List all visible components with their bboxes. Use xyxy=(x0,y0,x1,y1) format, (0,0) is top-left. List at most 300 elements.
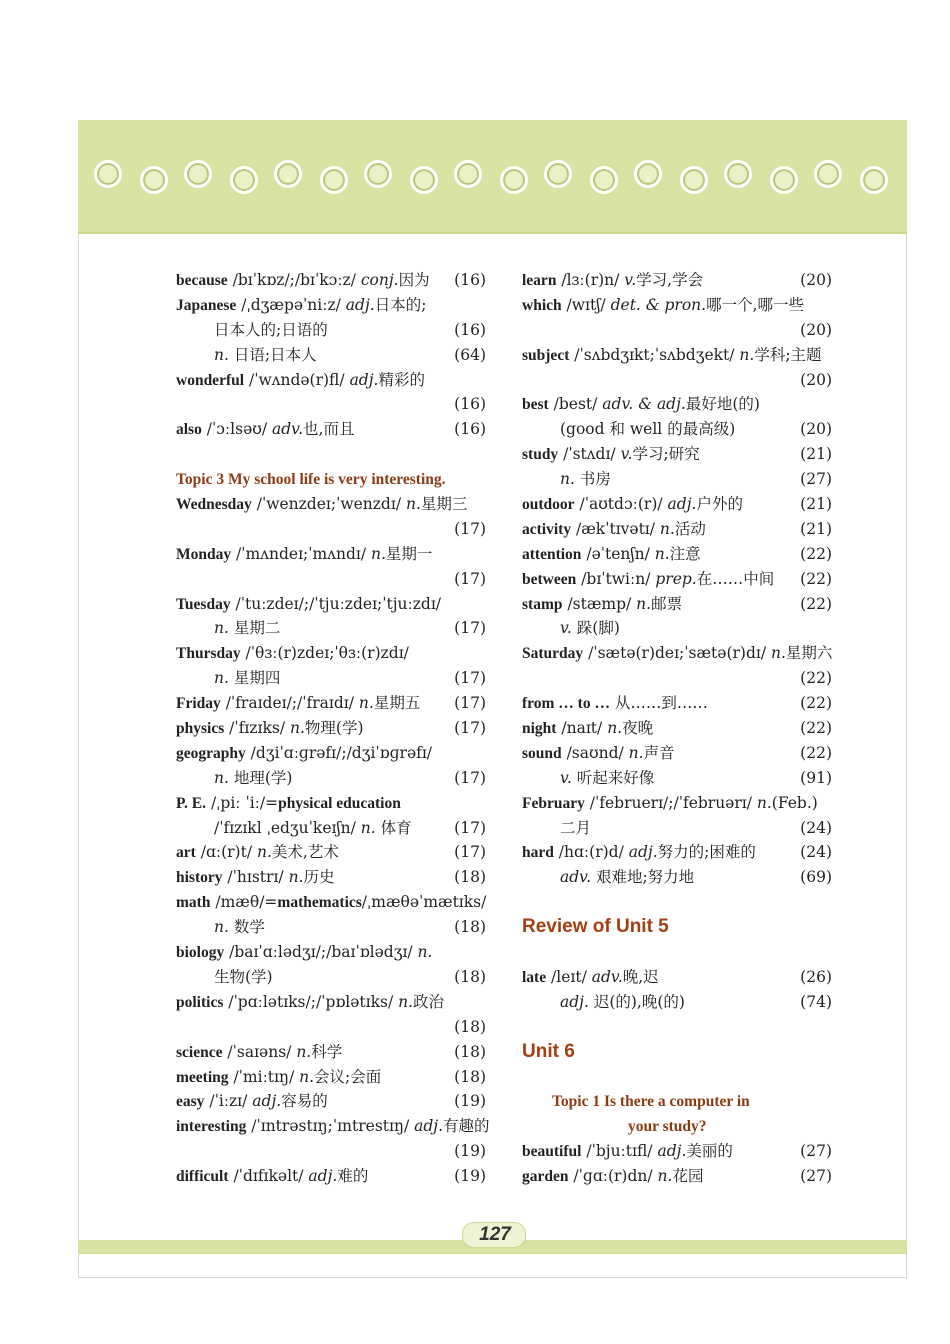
binding-ring-icon xyxy=(274,160,302,188)
page-reference: (17) xyxy=(454,694,486,713)
headword: math xyxy=(176,894,211,912)
part-of-speech: n. xyxy=(214,768,229,787)
binding-ring-icon xyxy=(320,166,348,194)
meaning: 会议;会面 xyxy=(314,1067,382,1086)
phonetic: /ˈiːzɪ/ xyxy=(204,1092,253,1111)
headword: science xyxy=(176,1043,223,1061)
phonetic: /ˌdʒæpəˈniːz/ xyxy=(236,295,346,314)
meaning: 星期二 xyxy=(228,619,281,638)
vocab-entry xyxy=(522,1139,832,1164)
meaning: 星期三 xyxy=(420,495,468,514)
meaning: 星期四 xyxy=(228,669,281,688)
phonetic: /ˈpɑːlətɪks/;/ˈpɒlətɪks/ xyxy=(223,992,399,1011)
part-of-speech: n. xyxy=(256,843,272,862)
page-reference: (20) xyxy=(800,271,832,289)
spacer xyxy=(522,1015,832,1040)
vocab-entry-continued xyxy=(522,467,832,492)
phonetic: /ˈfraɪdeɪ/;/ˈfraɪdɪ/ xyxy=(220,694,359,713)
binding-ring-icon xyxy=(770,166,798,194)
binding-ring-icon xyxy=(814,160,842,188)
phonetic: /ˈwenzdeɪ;ˈwenzdɪ/ xyxy=(251,495,406,514)
meaning: 哪一个,哪一些 xyxy=(706,295,805,314)
vocab-entry-continued xyxy=(176,392,486,417)
headword: stamp xyxy=(522,595,563,613)
part-of-speech: n. xyxy=(214,345,229,364)
page-reference: (27) xyxy=(800,470,832,489)
vocab-entry-continued xyxy=(176,915,486,940)
headword: politics xyxy=(176,993,224,1011)
page-reference: (22) xyxy=(800,544,832,563)
page-reference: (17) xyxy=(454,719,486,738)
vocabulary-column-right xyxy=(522,268,832,1189)
vocab-entry-continued xyxy=(522,368,832,393)
phonetic: /wɪtʃ/ xyxy=(561,295,611,314)
headword: outdoor xyxy=(522,496,575,514)
part-of-speech: adj. xyxy=(628,843,658,862)
part-of-speech: n. xyxy=(739,345,755,364)
vocab-entry xyxy=(176,840,486,865)
headword: learn xyxy=(522,272,557,289)
vocab-entry-continued xyxy=(176,318,486,343)
phonetic: /ˈsætə(r)deɪ;ˈsætə(r)dɪ/ xyxy=(583,644,771,663)
vocab-entry xyxy=(176,940,486,965)
page-reference: (22) xyxy=(800,594,832,613)
vocab-entry-continued xyxy=(176,343,486,368)
binding-ring-icon xyxy=(364,160,392,188)
headword: activity xyxy=(522,520,572,538)
vocab-entry xyxy=(176,716,486,741)
vocab-entry xyxy=(176,865,486,890)
meaning: 户外的 xyxy=(696,495,743,514)
binding-ring-icon xyxy=(454,160,482,188)
part-of-speech: adv. xyxy=(272,420,304,439)
meaning: 书房 xyxy=(574,470,611,489)
part-of-speech: n. xyxy=(417,943,433,962)
meaning: 星期一 xyxy=(385,544,433,563)
part-of-speech: n. xyxy=(214,619,229,638)
headword: physics xyxy=(176,720,225,738)
part-of-speech: v. xyxy=(560,768,572,787)
phonetic: /naɪt/ xyxy=(556,719,608,738)
binding-ring-icon xyxy=(500,166,528,194)
page-reference: (17) xyxy=(454,519,486,538)
vocab-entry xyxy=(522,592,832,617)
vocab-entry xyxy=(176,368,486,393)
page-reference: (16) xyxy=(454,420,486,439)
vocab-entry xyxy=(176,293,486,318)
part-of-speech: conj. xyxy=(360,271,399,289)
meaning: 星期六 xyxy=(785,644,833,663)
page-reference: (27) xyxy=(800,1167,832,1186)
page-reference: (27) xyxy=(800,1142,832,1161)
vocab-entry xyxy=(522,840,832,865)
vocab-entry xyxy=(522,517,832,542)
meaning: 晚,迟 xyxy=(622,967,659,986)
meaning: 花园 xyxy=(672,1167,704,1186)
meaning: 活动 xyxy=(674,519,706,538)
headword: sound xyxy=(522,744,562,762)
vocab-entry xyxy=(176,1114,490,1139)
spacer xyxy=(522,890,832,915)
topic-heading xyxy=(522,1089,832,1114)
part-of-speech: adj. xyxy=(657,1142,687,1161)
page-reference: (20) xyxy=(800,320,832,339)
headword: subject xyxy=(522,346,570,364)
meaning: 二月 xyxy=(560,818,592,837)
headword: beautiful xyxy=(522,1143,582,1161)
phonetic: /ɑː(r)t/ xyxy=(195,843,257,862)
phonetic: /ˈsʌbdʒɪkt;ˈsʌbdʒekt/ xyxy=(569,345,740,364)
meaning: 政治 xyxy=(413,992,445,1011)
page-reference: (16) xyxy=(454,395,486,414)
vocab-entry xyxy=(176,641,486,666)
vocab-entry-continued xyxy=(522,417,832,442)
phonetic: /baɪˈɑːlədʒɪ/;/baɪˈɒlədʒɪ/ xyxy=(224,943,418,962)
vocab-entry-continued xyxy=(522,816,832,841)
page-reference: (18) xyxy=(454,918,486,937)
vocab-entry xyxy=(522,268,832,293)
phonetic: /ˈtuːzdeɪ/;/ˈtjuːzdeɪ;ˈtjuːzdɪ/ xyxy=(230,594,442,613)
binding-ring-icon xyxy=(634,160,662,188)
binding-ring-icon xyxy=(724,160,752,188)
vocab-entry-continued xyxy=(176,816,486,841)
phonetic: /stæmp/ xyxy=(562,594,637,613)
part-of-speech: adj. xyxy=(252,1092,282,1111)
meaning: 迟(的),晚(的) xyxy=(588,992,685,1011)
vocabulary-column-left xyxy=(176,268,490,1189)
meaning: 美术,艺术 xyxy=(271,843,339,862)
headword: study xyxy=(522,446,559,464)
page-reference: (22) xyxy=(800,669,832,688)
part-of-speech: n. xyxy=(636,594,652,613)
vocab-entry xyxy=(522,716,832,741)
page-reference: (24) xyxy=(800,818,832,837)
headword: Japanese xyxy=(176,296,237,314)
meaning: 地理(学) xyxy=(228,768,293,787)
vocab-entry xyxy=(176,691,486,716)
part-of-speech: n. xyxy=(756,793,772,812)
headword: best xyxy=(522,396,549,414)
part-of-speech: det. & pron. xyxy=(610,295,707,314)
part-of-speech: n. xyxy=(299,1067,315,1086)
part-of-speech: n. xyxy=(358,694,374,713)
meaning: 学习;研究 xyxy=(632,445,700,464)
meaning: 跺(脚) xyxy=(571,619,620,638)
phonetic: /saʊnd/ xyxy=(561,743,629,762)
part-of-speech: adj. xyxy=(667,495,697,514)
unit-heading: Review of Unit 5 xyxy=(522,916,669,938)
page-reference: (64) xyxy=(454,345,486,364)
phonetic: /ˈstʌdɪ/ xyxy=(558,445,621,464)
headword: Monday xyxy=(176,545,232,563)
phonetic: /ˈɔːlsəʊ/ xyxy=(201,420,273,439)
phonetic: /ˈhɪstrɪ/ xyxy=(222,868,289,887)
page-reference: (18) xyxy=(454,1067,486,1086)
part-of-speech: n. xyxy=(771,644,786,663)
part-of-speech: n. xyxy=(659,519,675,538)
meaning: 也,而且 xyxy=(303,420,355,439)
headword: biology xyxy=(176,944,225,962)
topic-title: Topic 3 My school life is very interesting. xyxy=(176,471,446,489)
headword: Friday xyxy=(176,695,221,713)
spacer xyxy=(522,1065,832,1090)
vocab-entry-continued xyxy=(522,865,832,890)
phonetic: /ˈfebruerɪ/;/ˈfebruərɪ/ xyxy=(584,793,757,812)
binding-ring-icon xyxy=(230,166,258,194)
phonetic: /ækˈtɪvətɪ/ xyxy=(571,519,660,538)
phonetic: /ˈaʊtdɔː(r)/ xyxy=(574,495,668,514)
page-reference: (69) xyxy=(800,868,832,887)
part-of-speech: v. xyxy=(624,271,637,289)
vocab-entry xyxy=(522,293,832,318)
phonetic: /dʒiˈɑːɡrəfɪ/;/dʒiˈɒɡrəfɪ/ xyxy=(245,743,433,762)
headword: difficult xyxy=(176,1168,229,1186)
headword: wonderful xyxy=(176,371,245,389)
part-of-speech: v. xyxy=(620,445,633,464)
part-of-speech: v. xyxy=(560,619,572,638)
meaning: 体育 xyxy=(375,818,412,837)
meaning: 美丽的 xyxy=(686,1142,733,1161)
vocab-entry xyxy=(522,567,832,592)
headword: late xyxy=(522,968,547,986)
vocab-entry xyxy=(522,343,832,368)
vocab-entry xyxy=(522,691,832,716)
vocab-entry xyxy=(522,542,832,567)
meaning: 努力的;困难的 xyxy=(657,843,756,862)
phonetic: /bɪˈkɒz/;/bɪˈkɔːz/ xyxy=(227,271,361,289)
part-of-speech: n. xyxy=(654,544,670,563)
page-reference: (17) xyxy=(454,619,486,638)
page-reference: (17) xyxy=(454,569,486,588)
vocab-entry xyxy=(522,791,832,816)
page-reference: (19) xyxy=(454,1092,486,1111)
page-reference: (18) xyxy=(454,1017,486,1036)
phonetic: /əˈtenʃn/ xyxy=(581,544,655,563)
page-reference: (21) xyxy=(800,445,832,464)
page-reference: (22) xyxy=(800,743,832,762)
part-of-speech: adj. xyxy=(345,295,375,314)
part-of-speech: adj. xyxy=(414,1117,444,1136)
meaning: 数学 xyxy=(228,918,265,937)
vocab-entry-continued xyxy=(522,318,832,343)
vocab-entry xyxy=(522,492,832,517)
vocab-entry-continued xyxy=(522,666,832,691)
meaning: 日本人的;日语的 xyxy=(214,320,328,339)
meaning: (good 和 well 的最高级) xyxy=(560,420,736,439)
page-reference: (74) xyxy=(800,992,832,1011)
part-of-speech: n. xyxy=(360,818,376,837)
part-of-speech: n. xyxy=(560,470,575,489)
part-of-speech: n. xyxy=(214,918,229,937)
meaning: 夜晚 xyxy=(622,719,654,738)
topic-heading xyxy=(176,467,486,492)
phonetic: /ˈmiːtɪŋ/ xyxy=(228,1067,300,1086)
spacer xyxy=(176,442,486,467)
vocab-entry xyxy=(176,592,486,617)
vocab-entry-continued xyxy=(176,517,486,542)
meaning: 日语;日本人 xyxy=(228,345,317,364)
page-reference: (16) xyxy=(454,320,486,339)
page-reference: (16) xyxy=(454,271,486,289)
meaning: 精彩的 xyxy=(378,370,425,389)
vocab-entry xyxy=(176,741,486,766)
part-of-speech: n. xyxy=(289,719,305,738)
phonetic: /mæθ/= xyxy=(210,893,278,912)
page-reference: (26) xyxy=(800,967,832,986)
page-reference: (18) xyxy=(454,1042,486,1061)
binding-ring-icon xyxy=(184,160,212,188)
phonetic: /leɪt/ xyxy=(546,967,592,986)
vocab-entry xyxy=(176,1164,486,1189)
phonetic: /ˈwʌndə(r)fl/ xyxy=(244,370,350,389)
page-reference: (17) xyxy=(454,768,486,787)
phonetic: /hɑː(r)d/ xyxy=(553,843,629,862)
vocab-entry-continued xyxy=(176,1015,486,1040)
headword: Tuesday xyxy=(176,595,231,613)
meaning: 难的 xyxy=(337,1167,369,1186)
binding-ring-icon xyxy=(680,166,708,194)
headword: interesting xyxy=(176,1118,247,1136)
vocab-entry-continued xyxy=(522,990,832,1015)
part-of-speech: n. xyxy=(370,544,386,563)
page-reference: (24) xyxy=(800,843,832,862)
vocab-entry xyxy=(176,791,486,816)
part-of-speech: n. xyxy=(607,719,623,738)
part-of-speech: adj. xyxy=(308,1167,338,1186)
topic-title: your study? xyxy=(628,1118,707,1136)
phonetic: /ˈdɪfɪkəlt/ xyxy=(228,1167,309,1186)
vocab-entry xyxy=(522,392,832,417)
headword: geography xyxy=(176,744,246,762)
unit-heading: Unit 6 xyxy=(522,1040,575,1062)
page-reference: (21) xyxy=(800,495,832,514)
meaning: 因为 xyxy=(398,271,430,289)
phonetic: /best/ xyxy=(548,395,603,414)
headword: hard xyxy=(522,844,554,862)
phonetic: /ˈɡɑː(r)dn/ xyxy=(568,1167,658,1186)
headword: February xyxy=(522,794,585,812)
meaning: 注意 xyxy=(669,544,701,563)
vocab-entry xyxy=(176,542,486,567)
vocab-entry-continued xyxy=(522,616,832,641)
page-reference: (17) xyxy=(454,843,486,862)
headword: meeting xyxy=(176,1068,229,1086)
binding-ring-icon xyxy=(410,166,438,194)
page-reference: (22) xyxy=(800,694,832,713)
meaning: 有趣的 xyxy=(443,1117,490,1136)
headword: night xyxy=(522,720,557,738)
page-reference: (20) xyxy=(800,370,832,389)
binding-rings xyxy=(94,156,894,196)
meaning: 生物(学) xyxy=(214,967,273,986)
vocab-entry xyxy=(176,1089,486,1114)
meaning: 艰难地;努力地 xyxy=(591,868,695,887)
page-reference: (19) xyxy=(454,1142,486,1161)
page-reference: (19) xyxy=(454,1167,486,1186)
headword: Thursday xyxy=(176,645,241,663)
headword: attention xyxy=(522,545,582,563)
part-of-speech: n. xyxy=(288,868,304,887)
vocab-entry xyxy=(522,442,832,467)
part-of-speech: adv. xyxy=(591,967,623,986)
phonetic: /ˈbjuːtɪfl/ xyxy=(581,1142,658,1161)
headword: garden xyxy=(522,1168,569,1186)
page-reference: (18) xyxy=(454,868,486,887)
meaning: 星期五 xyxy=(373,694,421,713)
part-of-speech: adv. xyxy=(560,868,592,887)
part-of-speech: n. xyxy=(405,495,421,514)
part-of-speech: adv. & adj. xyxy=(602,395,686,414)
phonetic: /ˈmʌndeɪ;ˈmʌndɪ/ xyxy=(231,544,371,563)
page-reference: (17) xyxy=(454,669,486,688)
page-reference: (21) xyxy=(800,519,832,538)
phonetic: /bɪˈtwiːn/ xyxy=(576,569,656,588)
phonetic: /lɜː(r)n/ xyxy=(556,271,625,289)
phonetic: /ˈθɜː(r)zdeɪ;ˈθɜː(r)zdɪ/ xyxy=(240,644,409,663)
headword-expansion: mathematics xyxy=(277,894,362,912)
phonetic: /ˌmæθəˈmætɪks/ xyxy=(361,893,487,912)
meaning: 邮票 xyxy=(651,594,683,613)
vocab-entry xyxy=(522,965,832,990)
vocab-entry xyxy=(176,1040,486,1065)
vocab-entry xyxy=(176,417,486,442)
headword: art xyxy=(176,844,196,862)
phonetic: /ˌpiː ˈiː/= xyxy=(206,793,279,812)
part-of-speech: adj. xyxy=(349,370,379,389)
meaning: 日本的; xyxy=(374,295,427,314)
page-reference: (91) xyxy=(800,768,832,787)
page-reference: (20) xyxy=(800,420,832,439)
vocab-entry xyxy=(522,1164,832,1189)
meaning: /ˈfɪzɪkl ˌedʒuˈkeɪʃn/ xyxy=(214,818,361,837)
phonetic: /ˈɪntrəstɪŋ;ˈɪntrestɪŋ/ xyxy=(246,1117,415,1136)
page-reference: (22) xyxy=(800,569,832,588)
vocab-entry-continued xyxy=(176,616,486,641)
binding-ring-icon xyxy=(140,166,168,194)
meaning: 听起来好像 xyxy=(571,768,655,787)
part-of-speech: n. xyxy=(398,992,414,1011)
meaning: 学习,学会 xyxy=(636,271,704,289)
headword: Saturday xyxy=(522,645,584,663)
vocab-entry xyxy=(176,890,486,915)
vocab-entry-continued xyxy=(522,766,832,791)
topic-title: Topic 1 Is there a computer in xyxy=(552,1093,750,1111)
vocab-entry xyxy=(176,990,486,1015)
page-number: 127 xyxy=(479,1224,511,1245)
meaning: 声音 xyxy=(643,743,675,762)
meaning: 科学 xyxy=(311,1042,343,1061)
meaning: 学科;主题 xyxy=(754,345,822,364)
meaning: 容易的 xyxy=(281,1092,328,1111)
headword: easy xyxy=(176,1093,205,1111)
binding-ring-icon xyxy=(94,160,122,188)
vocab-entry-continued xyxy=(176,666,486,691)
phonetic: /ˈfɪzɪks/ xyxy=(224,719,290,738)
part-of-speech: n. xyxy=(657,1167,673,1186)
headword-expansion: physical education xyxy=(278,794,401,812)
headword: P. E. xyxy=(176,794,207,812)
vocab-entry-continued xyxy=(176,766,486,791)
part-of-speech: n. xyxy=(296,1042,312,1061)
topic-heading-continued xyxy=(522,1114,832,1139)
spacer xyxy=(522,940,832,965)
vocab-entry xyxy=(176,1065,486,1090)
meaning: 在……中间 xyxy=(696,569,775,588)
vocab-entry xyxy=(522,741,832,766)
vocab-entry xyxy=(176,492,486,517)
page-reference: (22) xyxy=(800,719,832,738)
part-of-speech: prep. xyxy=(655,569,697,588)
